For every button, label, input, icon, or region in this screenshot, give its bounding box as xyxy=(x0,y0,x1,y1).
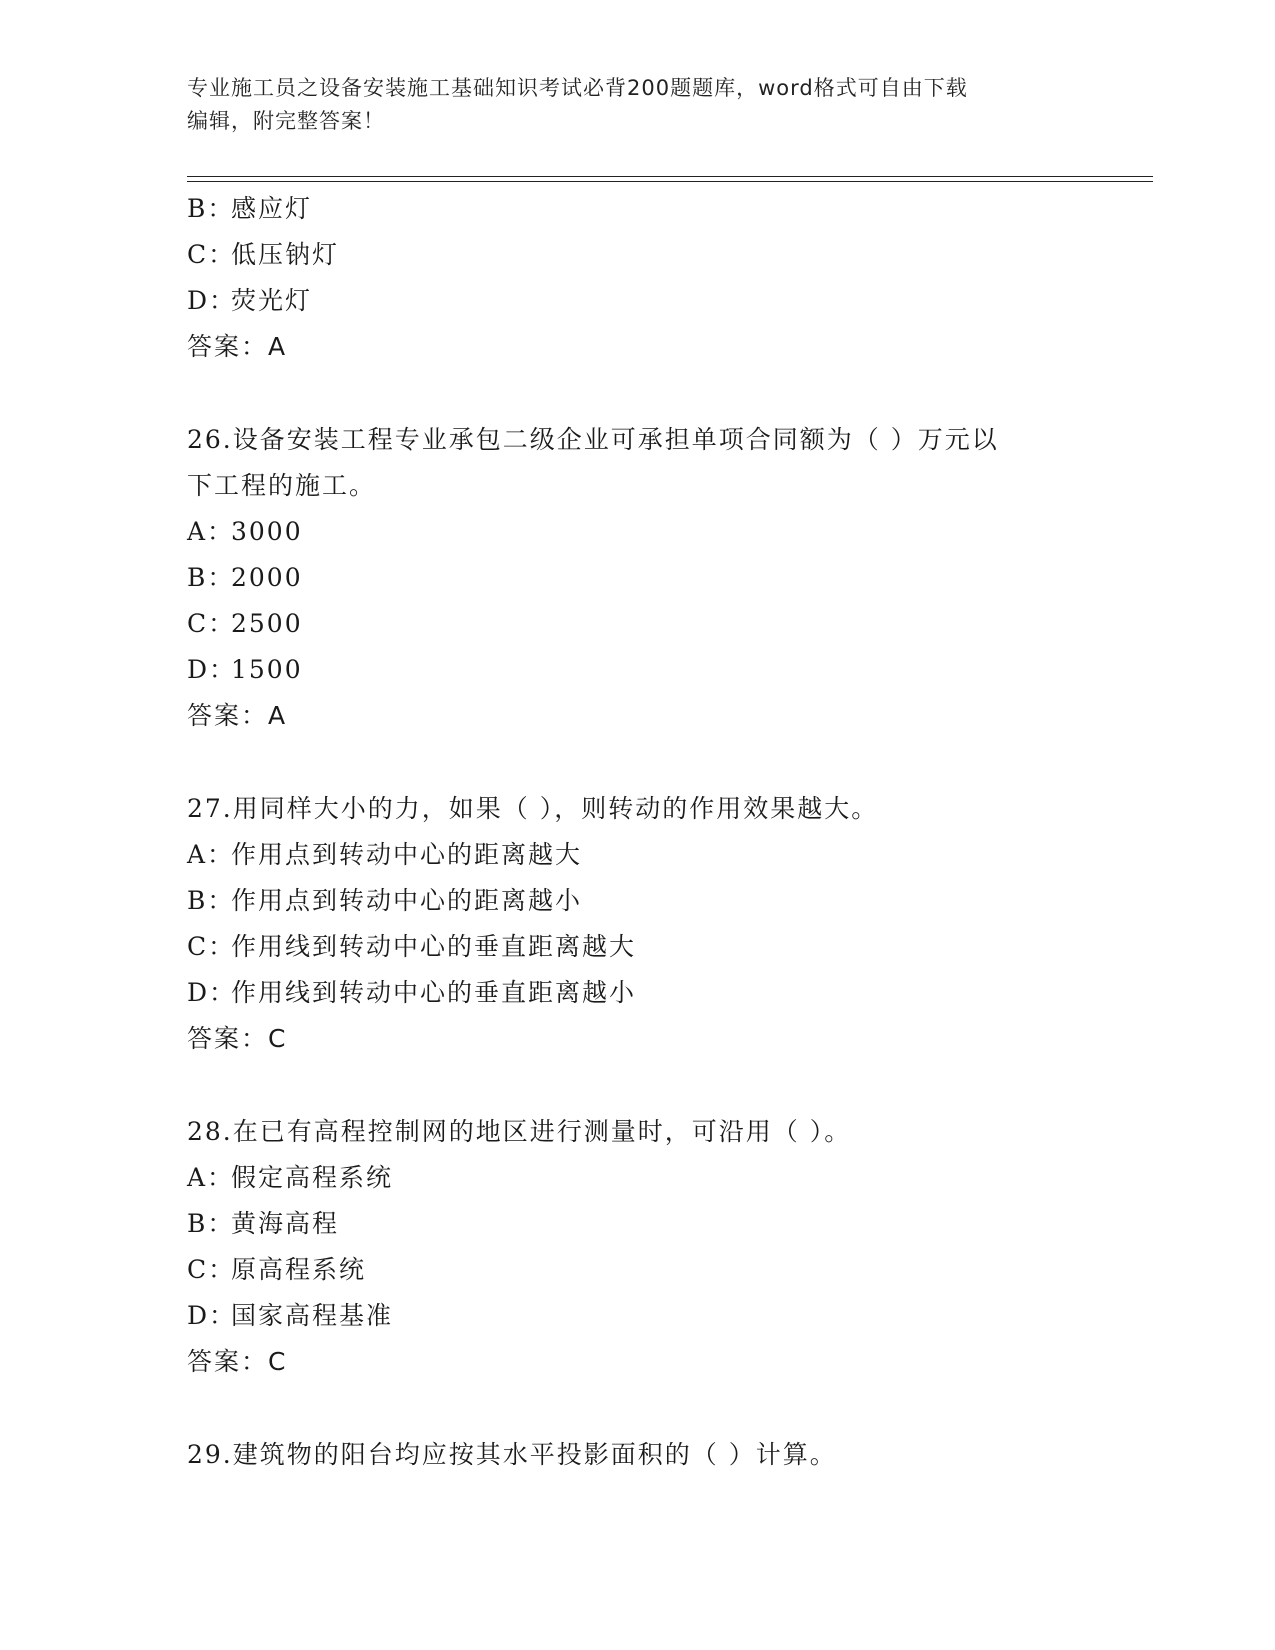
spacer xyxy=(187,370,1127,417)
option-d: D：作用线到转动中心的垂直距离越小 xyxy=(187,978,637,1007)
option-b: B：2000 xyxy=(187,563,303,592)
option-a: A：假定高程系统 xyxy=(187,1163,394,1192)
option-d: D：荧光灯 xyxy=(187,286,313,315)
option-b: B：作用点到转动中心的距离越小 xyxy=(187,886,583,915)
answer-line: 答案：C xyxy=(187,1024,288,1053)
answer-line: 答案：C xyxy=(187,1347,288,1376)
question-text: 27.用同样大小的力，如果（ ），则转动的作用效果越大。 xyxy=(187,794,879,823)
spacer xyxy=(187,1385,1127,1432)
option-a: A：3000 xyxy=(187,517,303,546)
spacer xyxy=(187,1062,1127,1109)
question-text: 29.建筑物的阳台均应按其水平投影面积的（ ）计算。 xyxy=(187,1440,837,1469)
document-header xyxy=(187,72,1067,138)
option-d: D：1500 xyxy=(187,655,303,684)
header-title-line-1: 专业施工员之设备安装施工基础知识考试必背200题题库，word格式可自由下载 xyxy=(187,76,968,100)
header-divider-bottom xyxy=(187,181,1153,182)
answer-line: 答案：A xyxy=(187,332,288,361)
option-b: B：感应灯 xyxy=(187,194,313,223)
question-text-continued: 下工程的施工。 xyxy=(187,471,377,500)
question-block-29 xyxy=(187,1432,1127,1478)
header-divider-top xyxy=(187,176,1153,177)
option-c: C：作用线到转动中心的垂直距离越大 xyxy=(187,932,637,961)
question-block-26 xyxy=(187,417,1127,739)
option-c: C：原高程系统 xyxy=(187,1255,367,1284)
header-title-line-2: 编辑，附完整答案！ xyxy=(187,109,385,133)
spacer xyxy=(187,739,1127,786)
question-list xyxy=(187,186,1127,1478)
option-c: C：2500 xyxy=(187,609,303,638)
question-text: 28.在已有高程控制网的地区进行测量时，可沿用（ ）。 xyxy=(187,1117,852,1146)
question-text: 26.设备安装工程专业承包二级企业可承担单项合同额为（ ）万元以 xyxy=(187,425,999,454)
option-b: B：黄海高程 xyxy=(187,1209,340,1238)
question-block-28 xyxy=(187,1109,1127,1385)
question-block-25 xyxy=(187,186,1127,370)
option-a: A：作用点到转动中心的距离越大 xyxy=(187,840,583,869)
question-block-27 xyxy=(187,786,1127,1062)
answer-line: 答案：A xyxy=(187,701,288,730)
option-c: C：低压钠灯 xyxy=(187,240,340,269)
option-d: D：国家高程基准 xyxy=(187,1301,394,1330)
